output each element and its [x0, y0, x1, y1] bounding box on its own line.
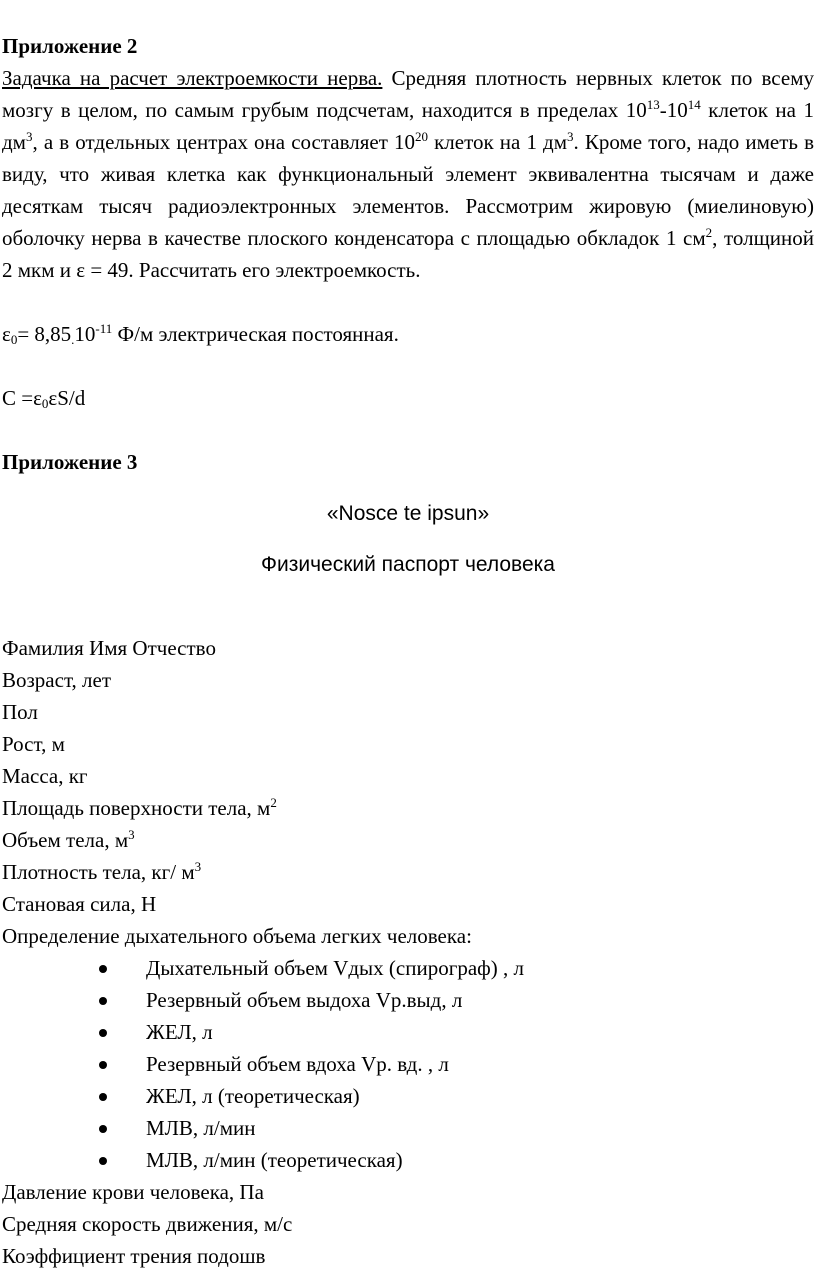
task-paragraph: Задачка на расчет электроемкости нерва. Средняя плотность нервных клеток по всему мозгу в целом, по самым грубым подсчетам, находится в пределах $10^{13}-10^{14}$ клеток на 1 $дм^3$, а в отдельных центрах она составляет $10^{20}$ клеток на 1 $дм^3$. Кроме того, надо иметь в виду, что живая клетка как функциональный элемент эквивалентна тысячам и даже десяткам тысяч радиоэлектронных элементов. Рассмотрим жировую (миелиновую) оболочку нерва в качестве плоского конденсатора с площадью обкладок 1 $см^2$, толщиной 2 мкм и ε = 49. Рассчитать его электроемкость. [2, 66, 814, 282]
field-average-speed: Средняя скорость движения, м/с [2, 1212, 293, 1236]
appendix-2-heading: Приложение 2 [2, 34, 138, 58]
field-full-name: Фамилия Имя Отчество [2, 636, 216, 660]
respiratory-list [2, 952, 816, 1176]
document-page [2, 30, 816, 1272]
bullet-icon [99, 1061, 107, 1069]
field-respiratory-heading: Определение дыхательного объема легких человека: [2, 924, 472, 948]
bullet-icon [99, 1125, 107, 1133]
field-blood-pressure: Давление крови человека, Па [2, 1180, 264, 1204]
list-item: МЛВ, л/мин [2, 1112, 816, 1144]
field-body-surface: Площадь поверхности тела, $м^2$ [2, 795, 277, 820]
field-age: Возраст, лет [2, 668, 112, 692]
field-sex: Пол [2, 700, 38, 724]
field-mass: Масса, кг [2, 764, 88, 788]
list-item: Дыхательный объем Vдых (спирограф) , л [2, 952, 816, 984]
passport-title: Физический паспорт человека [261, 553, 555, 576]
bullet-icon [99, 1093, 107, 1101]
field-body-volume: Объем тела, $м^3$ [2, 827, 135, 852]
bullet-icon [99, 1029, 107, 1037]
list-item: Резервный объем вдоха Vр. вд. , л [2, 1048, 816, 1080]
electric-constant-line: $\varepsilon_0= 8,85_.10^{-11}$ Ф/м электрическая постоянная. [2, 321, 399, 347]
list-item: МЛВ, л/мин (теоретическая) [2, 1144, 816, 1176]
bullet-icon [99, 997, 107, 1005]
bullet-icon [99, 1157, 107, 1165]
motto: «Nosce te ipsun» [326, 502, 490, 525]
list-item: ЖЕЛ, л [2, 1016, 816, 1048]
list-item: ЖЕЛ, л (теоретическая) [2, 1080, 816, 1112]
capacitance-formula: $C =\varepsilon_0\varepsilon S/d$ [2, 386, 86, 411]
list-item: Резервный объем выдоха Vр.выд, л [2, 984, 816, 1016]
task-title: Задачка на расчет электроемкости нерва. [2, 66, 383, 90]
appendix-3-heading: Приложение 3 [2, 450, 138, 474]
bullet-icon [99, 965, 107, 973]
field-body-density: Плотность тела, кг/ $м^3$ [2, 859, 202, 884]
field-height: Рост, м [2, 732, 65, 756]
field-back-strength: Становая сила, Н [2, 892, 157, 916]
field-sole-friction: Коэффициент трения подошв [2, 1244, 266, 1268]
